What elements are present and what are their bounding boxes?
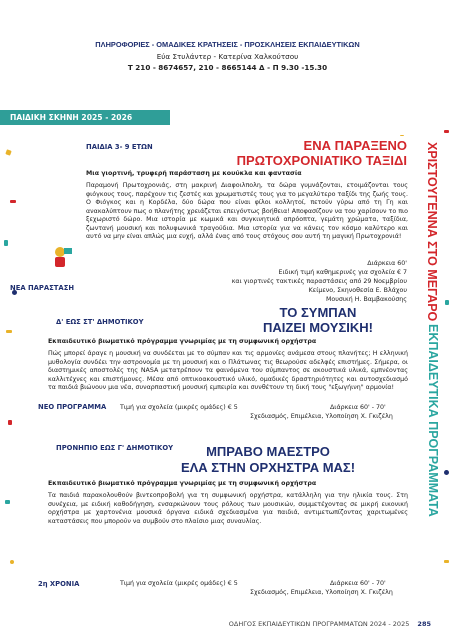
section-banner bbox=[0, 110, 170, 125]
age-label: ΠΑΙΔΙΑ 3- 9 ΕΤΩΝ bbox=[86, 143, 153, 151]
show-title-line1: ΕΝΑ ΠΑΡΑΞΕΝΟ bbox=[303, 138, 407, 153]
credits-label: Σχεδιασμός, Επιμέλεια, Υλοποίηση Χ. Γκιζέλη bbox=[250, 589, 393, 596]
program-description: Τα παιδιά παρακολουθούν βιντεοπροβολή για τη συμφωνική ορχήστρα, κατάλληλη για την ηλικία τους. Στη συνέχεια, με ειδική καθοδήγηση, ενσαρκώνουν τους ρόλους των μουσικών, συμμετέχοντας σε μικρή εικονική ορχήστρα με χαρτονένια μουσικά όργανα ειδικά σχεδιασμένα για παιδιά, αντιμετωπίζοντας χαριτωμένες καταστάσεις που μπορούν να συμβούν στο πλαίσιο μιας συναυλίας. bbox=[48, 492, 408, 525]
program-title-line2: ΕΛΑ ΣΤΗΝ ΟΡΧΗΣΤΡΑ ΜΑΣ! bbox=[180, 460, 356, 475]
price-label: Τιμή για σχολεία (μικρές ομάδες) € 5 bbox=[120, 404, 238, 411]
second-year-badge: 2η ΧΡΟΝΙΑ bbox=[38, 580, 80, 588]
program-title-line1: ΜΠΡΑΒΟ ΜΑΕΣΤΡΟ bbox=[206, 444, 330, 459]
age-label: ΠΡΟΝΗΠΙΟ ΕΩΣ Γ' ΔΗΜΟΤΙΚΟΥ bbox=[56, 444, 174, 452]
side-label-programs: ΕΚΠΑΙΔΕΥΤΙΚΑ ΠΡΟΓΡΑΜΜΑΤΑ bbox=[426, 324, 440, 517]
section-banner-text: ΠΑΙΔΙΚΗ ΣΚΗΝΗ 2025 - 2026 bbox=[10, 113, 133, 122]
new-program-badge: ΝΕΟ ΠΡΟΓΡΑΜΜΑ bbox=[38, 403, 107, 411]
header-names: Εύα Στυλάντερ - Κατερίνα Χαλκούτσου bbox=[156, 52, 299, 61]
new-show-badge bbox=[0, 282, 95, 294]
duration-label: Διάρκεια 60' bbox=[367, 260, 407, 267]
program-subtitle: Εκπαιδευτικό βιωματικό πρόγραμμα γνωριμίας με τη συμφωνική ορχήστρα bbox=[48, 338, 317, 345]
footer bbox=[229, 620, 431, 628]
price-label: Ειδική τιμή καθημερινές για σχολεία € 7 bbox=[278, 269, 407, 276]
age-label: Δ' ΕΩΣ ΣΤ' ΔΗΜΟΤΙΚΟΥ bbox=[56, 318, 144, 326]
program-title-line1: ΤΟ ΣΥΜΠΑΝ bbox=[279, 305, 357, 320]
footer-text: ΟΔΗΓΟΣ ΕΚΠΑΙΔΕΥΤΙΚΩΝ ΠΡΟΓΡΑΜΜΑΤΩΝ 2024 - 2025 bbox=[228, 620, 410, 628]
header bbox=[0, 40, 455, 72]
duration-label: Διάρκεια 60' - 70' bbox=[330, 580, 386, 587]
new-show-badge-text: ΝΕΑ ΠΑΡΑΣΤΑΣΗ bbox=[10, 284, 75, 292]
dates-label: και γιορτινές τακτικές παραστάσεις από 29 Νοεμβρίου bbox=[231, 278, 407, 285]
music-credit: Μουσική Η. Βαμβακούσης bbox=[325, 296, 407, 303]
text-credit: Κείμενο, Σκηνοθεσία Ε. Βλάχου bbox=[308, 287, 407, 294]
show-subtitle: Μια γιορτινή, τρυφερή παράσταση με κουύκλα και φαντασία bbox=[86, 170, 302, 177]
program-card-maestro bbox=[38, 440, 415, 568]
header-phone: Τ 210 - 8674657, 210 - 8665144 Δ - Π 9.30 -15.30 bbox=[127, 63, 328, 72]
show-description: Παραμονή Πρωτοχρονιάς, στη μακρινή Διαφοιλπολη, τα δώρα γυμνάζονται, ετοιμάζονται τους φιόγκους τους, παρέχουν τις ζεστές και χρωματιστές τους για το μεγαλύτερο ταξίδι της ζωής τους. Ο Φιόγκος και η Κορδέλα, δύο δώρα που είναι φίλοι κολλητοί, πετούν γύρω από τη Γη και ανακαλύπτουν πως ο πλανήτης χρειάζεται επειγόντως βοήθεια! Αποφασίζουν να του χαρίσουν το πιο ξεχωριστό δώρο. Μια ιστορία με κωμικά και συγκινητικά απρόοπτα, γεμάτη χρώματα, ταξίδια, ζωντανή μουσική και πολυφωνικά τραγούδια. Μια ιστορία για να κάνεις τον κόσμο καλύτερο και αυτό να μην είναι απλώς μια ευχή, αλλά ένας από τους στόχους σου αυτή τη μαγική Πρωτοχρονιά! bbox=[86, 182, 408, 241]
show-title-line2: ΠΡΩΤΟΧΡΟΝΙΑΤΙΚΟ ΤΑΞΙΔΙ bbox=[236, 153, 407, 168]
show-card-new-year-journey bbox=[38, 136, 415, 306]
credits-label: Σχεδιασμός, Επιμέλεια, Υλοποίηση Χ. Γκιζέλη bbox=[250, 413, 393, 420]
duration-label: Διάρκεια 60' - 70' bbox=[330, 404, 386, 411]
price-label: Τιμή για σχολεία (μικρές ομάδες) € 5 bbox=[120, 580, 238, 587]
page-number: 285 bbox=[417, 620, 431, 628]
program-title-line2: ΠΑΙΖΕΙ ΜΟΥΣΙΚΗ! bbox=[263, 320, 373, 335]
side-label-christmas: ΧΡΙΣΤΟΥΓΕΝΝΑ ΣΤΟ ΜΕΓΑΡΟ bbox=[425, 142, 439, 322]
program-description: Πώς μπορεί άραγε η μουσική να συνδέεται με το σύμπαν και τις αρμονίες ανάμεσα στους πλανήτες; Η ελληνική μυθολογία συνδέει την αστρονομία με τη μουσική και ο Πλάτωνας τις θεωρούσε αδελφές επιστήμες. Σήμερα, οι διαστημικές αποστολές της NASA μετατρέπουν τα φαινόμενα του σύμπαντος σε ακουστικά υλικά, εμπνέοντας καλλιτέχνες και επιστήμονες. Μέσα από οπτικοακουστικό υλικό, ομαδικές δραστηριότητες και αυτοσχεδιασμό τα παιδιά βιώνουν μια νέα, συναρπαστική μουσική εμπειρία και συνθέτουν τη δική τους "εξωγήινη" αρμονία! bbox=[48, 350, 408, 392]
header-title: ΠΛΗΡΟΦΟΡΙΕΣ - ΟΜΑΔΙΚΕΣ ΚΡΑΤΗΣΕΙΣ - ΠΡΟΣΚΛΗΣΕΙΣ ΕΚΠΑΙΔΕΥΤΙΚΩΝ bbox=[95, 40, 360, 49]
program-subtitle: Εκπαιδευτικό βιωματικό πρόγραμμα γνωριμίας με τη συμφωνική ορχήστρα bbox=[48, 480, 317, 487]
illustration-child bbox=[44, 244, 78, 270]
